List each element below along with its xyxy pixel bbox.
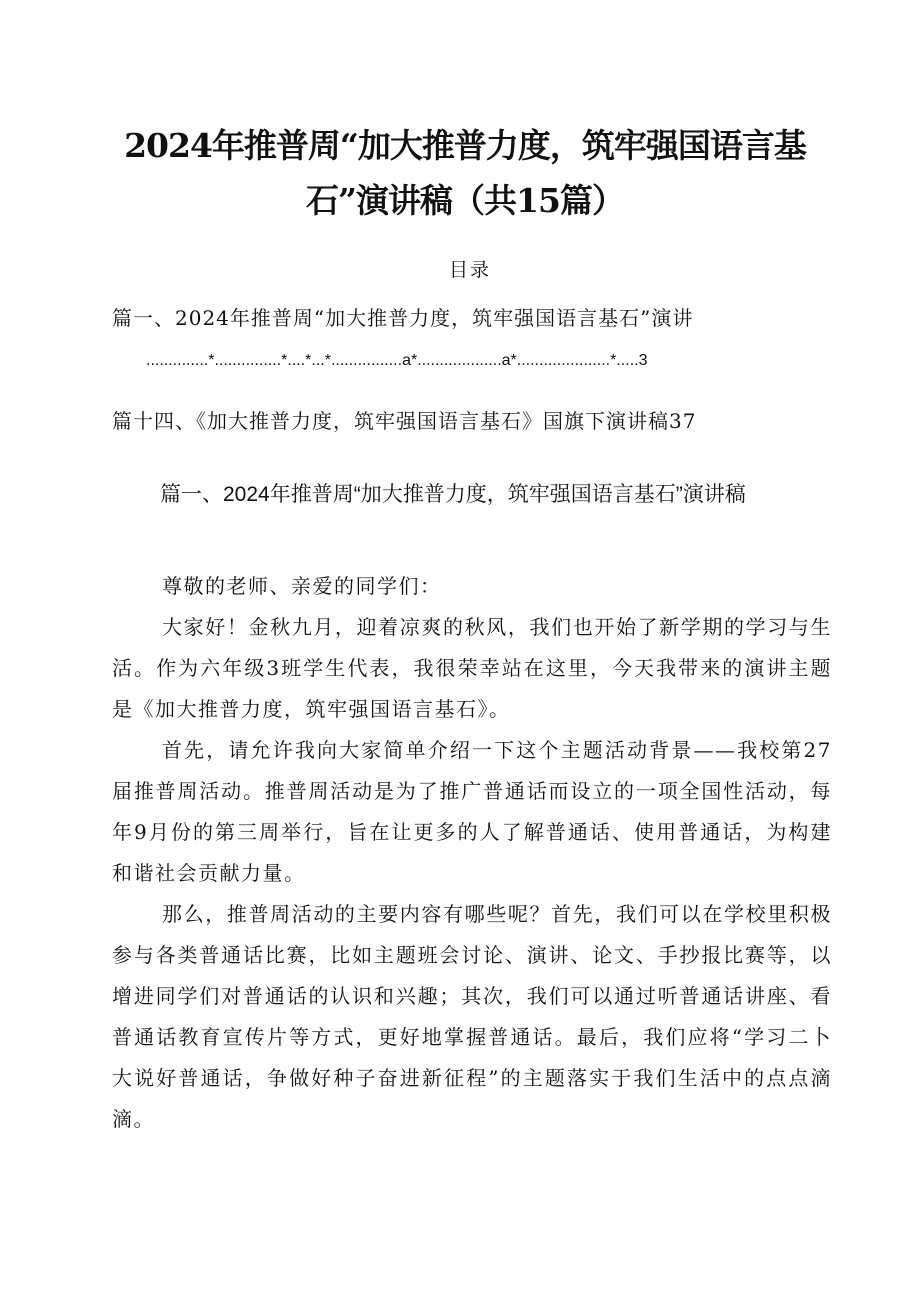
toc-entry-1[interactable]: 篇一、2024年推普周“加大推普力度，筑牢强国语言基石”演讲 [112,306,694,330]
section-heading: 篇一、2024年推普周“加大推普力度，筑牢强国语言基石”演讲稿 [160,483,746,506]
paragraph: 首先，请允许我向大家简单介绍一下这个主题活动背景——我校第27届推普周活动。推普周活动是为了推广普通话而设立的一项全国性活动，每年9月份的第三周举行，旨在让更多的人了解普通话、使用普通话，为构建和谐社会贡献力量。 [112,738,832,885]
paragraph: 大家好！金秋九月，迎着凉爽的秋风，我们也开始了新学期的学习与生活。作为六年级3班学生代表，我很荣幸站在这里，今天我带来的演讲主题是《加大推普力度，筑牢强国语言基石》。 [112,615,832,721]
toc-entry-14[interactable]: 篇十四、《加大推普力度，筑牢强国语言基石》国旗下演讲稿37 [112,409,697,433]
document-title: 2024年推普周“加大推普力度，筑牢强国语言基石”演讲稿（共15篇） [124,126,806,220]
toc-entry-1-leader: ..............*...............*....*...*................a*...................a*.....................*.....3 [146,352,648,369]
body-text [112,566,832,1140]
paragraph-salutation: 尊敬的老师、亲爱的同学们： [162,574,442,598]
paragraph: 那么，推普周活动的主要内容有哪些呢？首先，我们可以在学校里积极参与各类普通话比赛，比如主题班会讨论、演讲、论文、手抄报比赛等，以增进同学们对普通话的认识和兴趣；其次，我们可以通过听普通话讲座、看普通话教育宣传片等方式，更好地掌握普通话。最后，我们应将“学习二卜大说好普通话，争做好种子奋进新征程”的主题落实于我们生活中的点点滴滴。 [112,902,832,1131]
toc-heading: 目录 [448,259,491,281]
